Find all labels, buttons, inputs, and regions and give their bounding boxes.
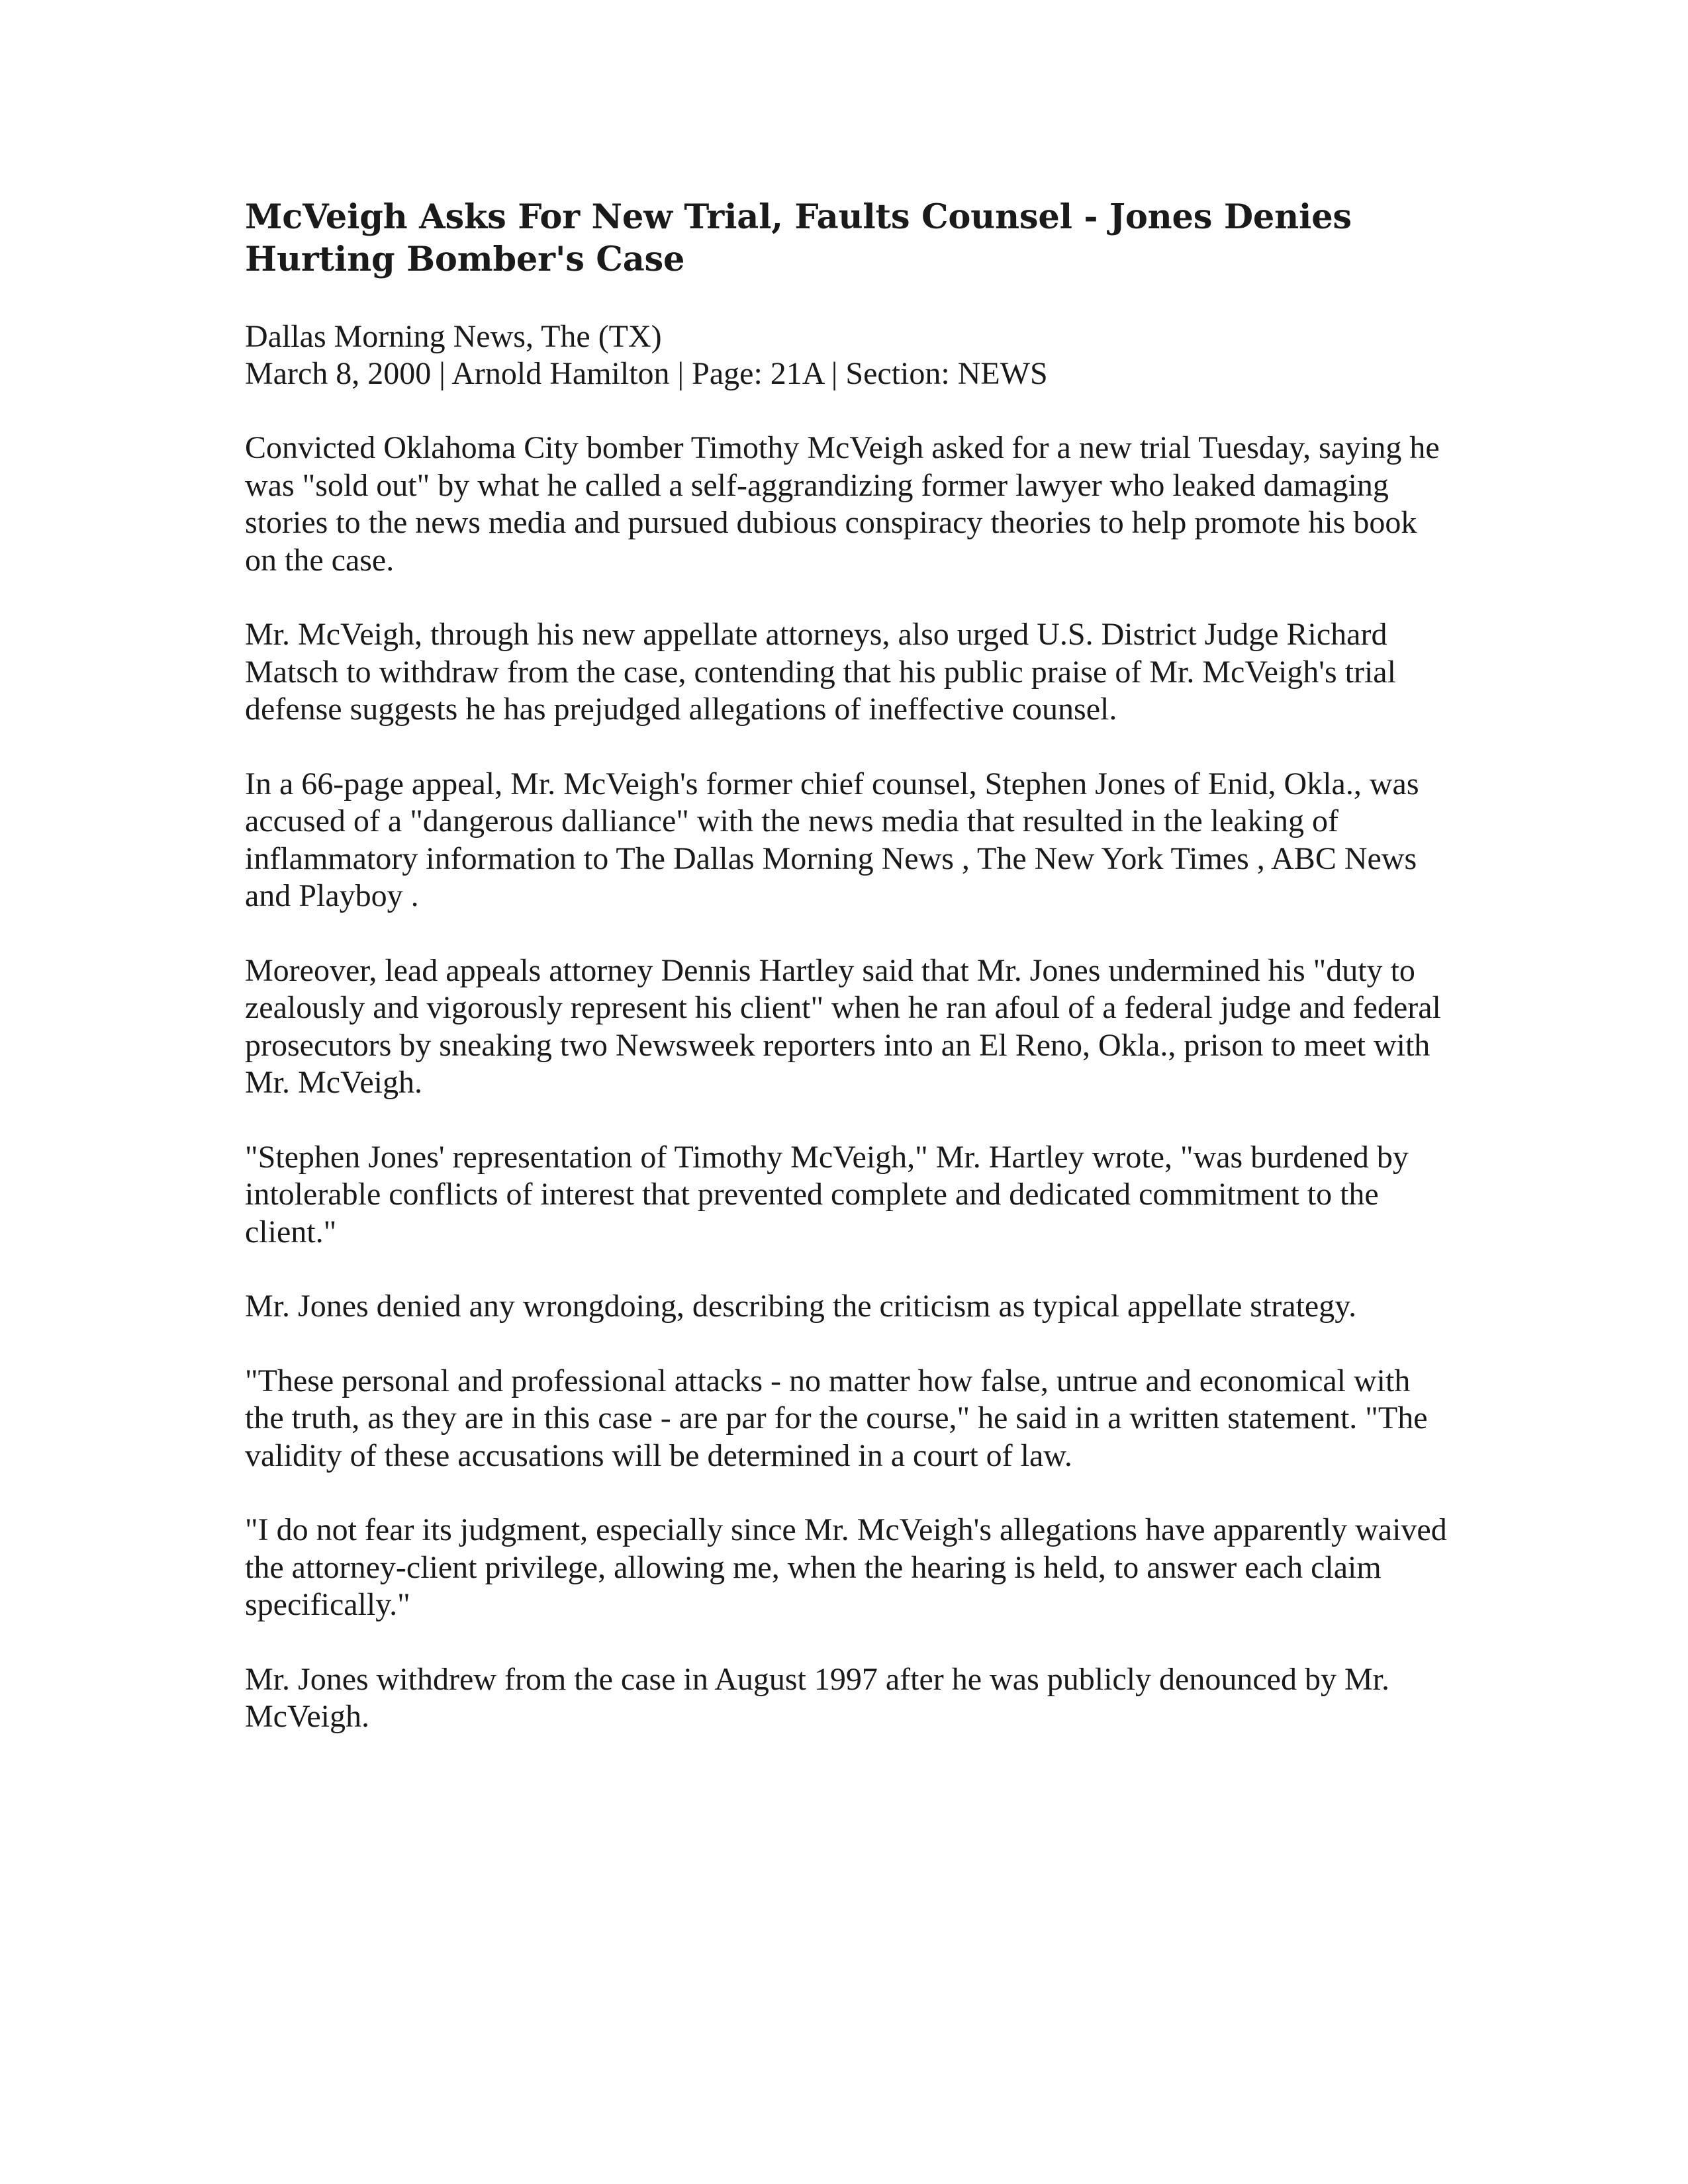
article-headline: McVeigh Asks For New Trial, Faults Counsel - Jones Denies Hurting Bomber's Case: [245, 197, 1352, 279]
article-meta: March 8, 2000 | Arnold Hamilton | Page: 21A | Section: NEWS: [245, 356, 1048, 391]
article-paragraph: "I do not fear its judgment, especially since Mr. McVeigh's allegations have apparently waived the attorney-client privilege, allowing me, when the hearing is held, to answer each claim specifically.": [245, 1512, 1447, 1622]
article-paragraph: In a 66-page appeal, Mr. McVeigh's former chief counsel, Stephen Jones of Enid, Okla., was accused of a "dangerous dalliance" with the news media that resulted in the leaking of inflammatory information to The Dallas Morning News , The New York Times , ABC News and Playboy .: [245, 766, 1419, 913]
article-paragraph: Mr. McVeigh, through his new appellate attorneys, also urged U.S. District Judge Richard Matsch to withdraw from the case, contending that his public praise of Mr. McVeigh's trial defense suggests he has prejudged allegations of ineffective counsel.: [245, 617, 1396, 727]
article-paragraph: Mr. Jones denied any wrongdoing, describing the criticism as typical appellate strategy.: [245, 1289, 1357, 1324]
article-paragraph: "These personal and professional attacks - no matter how false, untrue and economical with the truth, as they are in this case - are par for the course," he said in a written statement. "The validity of these accusations will be determined in a court of law.: [245, 1363, 1428, 1473]
article-paragraph: "Stephen Jones' representation of Timothy McVeigh," Mr. Hartley wrote, "was burdened by intolerable conflicts of interest that prevented complete and dedicated commitment to the client.": [245, 1139, 1409, 1250]
article-paragraph: Mr. Jones withdrew from the case in August 1997 after he was publicly denounced by Mr. McVeigh.: [245, 1661, 1389, 1734]
article-paragraph: Convicted Oklahoma City bomber Timothy McVeigh asked for a new trial Tuesday, saying he was "sold out" by what he called a self-aggrandizing former lawyer who leaked damaging stories to the news media and pursued dubious conspiracy theories to help promote his book on the case.: [245, 430, 1440, 578]
article-page: [245, 196, 1450, 1773]
article-source: Dallas Morning News, The (TX): [245, 319, 662, 354]
article-paragraph: Moreover, lead appeals attorney Dennis Hartley said that Mr. Jones undermined his "duty to zealously and vigorously represent his client" when he ran afoul of a federal judge and federal prosecutors by sneaking two Newsweek reporters into an El Reno, Okla., prison to meet with Mr. McVeigh.: [245, 952, 1441, 1100]
article-body: [245, 430, 1450, 1736]
